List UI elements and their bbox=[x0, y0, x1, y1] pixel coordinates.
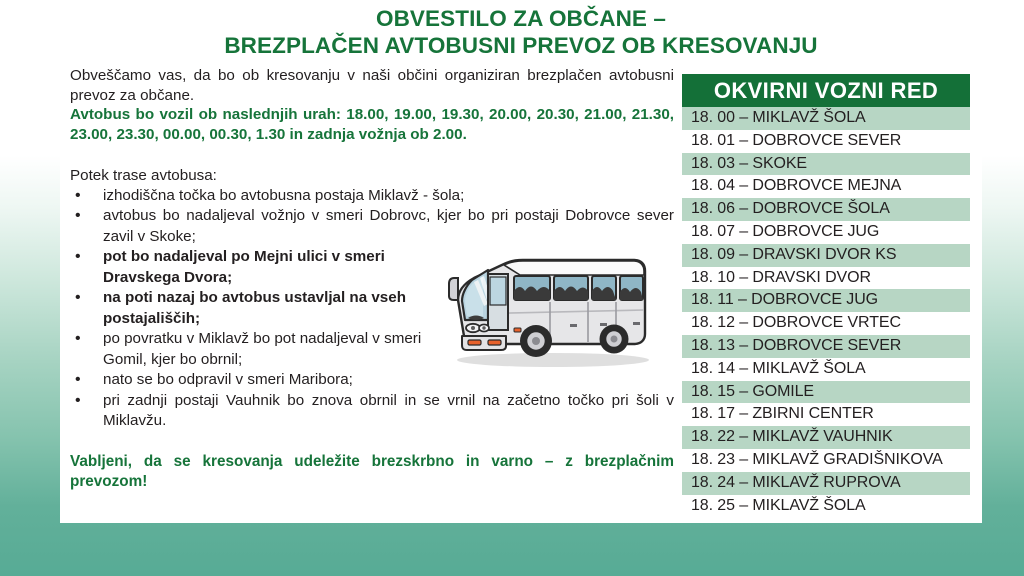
schedule-row: 18. 07 – DOBROVCE JUG bbox=[682, 221, 970, 244]
schedule-row: 18. 14 – MIKLAVŽ ŠOLA bbox=[682, 358, 970, 381]
schedule-row: 18. 22 – MIKLAVŽ VAUHNIK bbox=[682, 426, 970, 449]
schedule-row: 18. 13 – DOBROVCE SEVER bbox=[682, 335, 970, 358]
schedule-row: 18. 10 – DRAVSKI DVOR bbox=[682, 267, 970, 290]
schedule-row: 18. 25 – MIKLAVŽ ŠOLA bbox=[682, 495, 970, 518]
route-list-item-text: avtobus bo nadaljeval vožnjo v smeri Dobrovc, kjer bo pri postaji Dobrovce sever zavil v Skoke; bbox=[103, 207, 674, 245]
bullet-icon: • bbox=[75, 391, 81, 409]
coach-bus-illustration bbox=[428, 248, 668, 378]
route-list-item-text: pot bo nadaljeval po Mejni ulici v smeri Dravskega Dvora; bbox=[103, 248, 385, 286]
schedule-row: 18. 00 – MIKLAVŽ ŠOLA bbox=[682, 107, 970, 130]
schedule-row: 18. 03 – SKOKE bbox=[682, 153, 970, 176]
route-list-item bbox=[70, 206, 674, 247]
route-list-item-text: po povratku v Miklavž bo pot nadaljeval v smeri Gomil, kjer bo obrnil; bbox=[103, 330, 422, 368]
route-list-item-text: nato se bo odpravil v smeri Maribora; bbox=[103, 371, 353, 388]
bullet-icon: • bbox=[75, 186, 81, 204]
schedule-row: 18. 11 – DOBROVCE JUG bbox=[682, 289, 970, 312]
bullet-icon: • bbox=[75, 289, 81, 306]
schedule-row: 18. 23 – MIKLAVŽ GRADIŠNIKOVA bbox=[682, 449, 970, 472]
bullet-icon: • bbox=[75, 207, 81, 224]
poster-title bbox=[60, 5, 982, 59]
times-paragraph: Avtobus bo vozil ob naslednjih urah: 18.00, 19.00, 19.30, 20.00, 20.30, 21.00, 21.30, 23.00, 23.30, 00.00, 00.30, 1.30 in zadnja vožnja ob 2.00. bbox=[70, 106, 674, 143]
bullet-icon: • bbox=[75, 330, 81, 347]
route-list-item bbox=[70, 391, 674, 432]
bullet-icon: • bbox=[75, 371, 81, 388]
schedule-row: 18. 01 – DOBROVCE SEVER bbox=[682, 130, 970, 153]
route-list-item bbox=[70, 186, 674, 207]
route-list-item-text: na poti nazaj bo avtobus ustavljal na vseh postajališčih; bbox=[103, 289, 406, 327]
schedule-row: 18. 04 – DOBROVCE MEJNA bbox=[682, 175, 970, 198]
schedule-row: 18. 24 – MIKLAVŽ RUPROVA bbox=[682, 472, 970, 495]
schedule-row: 18. 12 – DOBROVCE VRTEC bbox=[682, 312, 970, 335]
schedule-rows bbox=[682, 107, 970, 517]
schedule-header: OKVIRNI VOZNI RED bbox=[682, 74, 970, 107]
closing-paragraph: Vabljeni, da se kresovanja udeležite brezskrbno in varno – z brezplačnim prevozom! bbox=[70, 453, 674, 490]
title-line-2: BREZPLAČEN AVTOBUSNI PREVOZ OB KRESOVANJU bbox=[224, 33, 818, 58]
bullet-icon: • bbox=[75, 248, 81, 265]
schedule-row: 18. 15 – GOMILE bbox=[682, 381, 970, 404]
schedule-row: 18. 06 – DOBROVCE ŠOLA bbox=[682, 198, 970, 221]
intro-paragraph: Obveščamo vas, da bo ob kresovanju v naši občini organiziran brezplačen avtobusni prevoz za občane. bbox=[70, 67, 674, 104]
schedule-row: 18. 17 – ZBIRNI CENTER bbox=[682, 403, 970, 426]
schedule-row: 18. 09 – DRAVSKI DVOR KS bbox=[682, 244, 970, 267]
route-intro-label: Potek trase avtobusa: bbox=[70, 167, 217, 184]
title-line-1: OBVESTILO ZA OBČANE – bbox=[375, 6, 667, 31]
route-list-item-text: izhodiščna točka bo avtobusna postaja Miklavž - šola; bbox=[103, 186, 465, 204]
schedule-table bbox=[682, 74, 970, 517]
route-list-item-text: pri zadnji postaji Vauhnik bo znova obrnil in se vrnil na začetno točko pri šoli v Miklavžu. bbox=[103, 391, 674, 429]
